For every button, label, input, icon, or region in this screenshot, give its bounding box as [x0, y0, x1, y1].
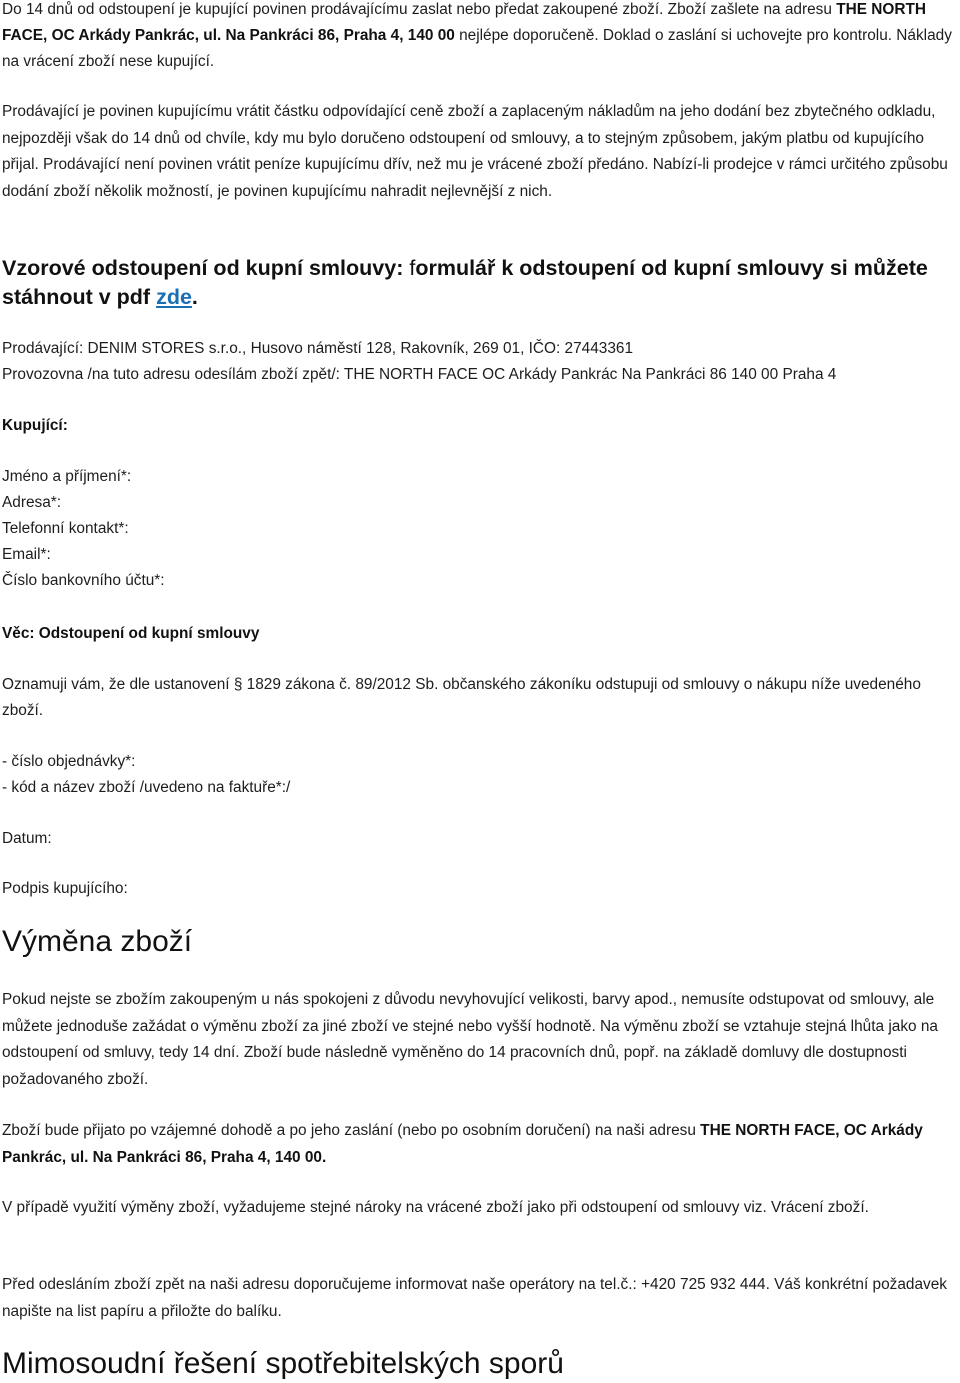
field-label-product-code: - kód a název zboží /uvedeno na faktuře*:/ — [2, 779, 291, 796]
buyer-fields — [2, 464, 958, 594]
disputes-heading: Mimosoudní řešení spotřebitelských sporů — [2, 1347, 564, 1380]
refund-paragraph: Prodávající je povinen kupujícímu vrátit částku odpovídající ceně zboží a zaplaceným nákladům na jeho dodání bez zbytečného odkladu, nejpozději však do 14 dnů od chvíle, kdy mu bylo doručeno odstoupení od smlouvy, a to stejným způsobem, jakým platbu od kupujícího přijal. Prodávající není povinen vrátit peníze kupujícímu dřív, než mu je vrácené zboží předáno. Nabízí-li prodejce v rámci určitého způsobu dodání zboží několik možností, je povinen kupujícímu nahradit nejlevnější z nich. — [2, 103, 948, 200]
exchange-paragraph-4: Před odesláním zboží zpět na naši adresu doporučujeme informovat naše operátory na tel.č.: +420 725 932 444. Váš konkrétní požadavek napište na list papíru a přiložte do balíku. — [2, 1276, 947, 1320]
exchange-paragraph-3: V případě využití výměny zboží, vyžadujeme stejné nároky na vrácené zboží jako při odstoupení od smlouvy viz. Vrácení zboží. — [2, 1199, 869, 1216]
withdrawal-notice: Oznamuji vám, že dle ustanovení § 1829 zákona č. 89/2012 Sb. občanského zákoníku odstupuji od smlouvy o nákupu níže uvedeného zboží. — [2, 676, 921, 719]
signature-label: Podpis kupujícího: — [2, 880, 128, 897]
exchange-paragraph-1: Pokud nejste se zbožím zakoupeným u nás spokojeni z důvodu nevyhovující velikosti, barvy apod., nemusíte odstupovat od smlouvy, ale můžete jednoduše zažádat o výměnu zboží za jiné zboží ve stejné nebo vyšší hodnotě. Na výměnu zboží se vztahuje stejná lhůta jako na odstoupení od smluvy, tedy 14 dní. Zboží bude následně vyměněno do 14 pracovních dnů, popř. na základě domluvy dle dostupnosti požadovaného zboží. — [2, 991, 938, 1088]
withdrawal-form-heading: Vzorové odstoupení od kupní smlouvy: formulář k odstoupení od kupní smlouvy si můžete stáhnout v pdf zde. — [2, 256, 928, 309]
buyer-heading: Kupující: — [2, 417, 68, 434]
seller-line: Prodávající: DENIM STORES s.r.o., Husovo náměstí 128, Rakovník, 269 01, IČO: 27443361 — [2, 340, 634, 357]
intro-text-end: nejlépe doporučeně. Doklad o zaslání si uchovejte pro kontrolu. Náklady na vrácení zboží nese kupující. — [2, 27, 952, 70]
field-label-address: Adresa*: — [2, 494, 62, 511]
exchange-address: THE NORTH FACE, OC Arkády Pankrác, ul. Na Pankráci 86, Praha 4, 140 00. — [2, 1122, 923, 1166]
store-address: THE NORTH FACE, OC Arkády Pankrác, ul. Na Pankráci 86, Praha 4, 140 00 — [2, 1, 926, 44]
intro-text: Do 14 dnů od odstoupení je kupující povinen prodávajícímu zaslat nebo předat zakoupené zboží. Zboží zašlete na adresu — [2, 1, 837, 18]
field-label-order-number: - číslo objednávky*: — [2, 753, 136, 770]
seller-details — [2, 336, 958, 388]
field-label-phone: Telefonní kontakt*: — [2, 520, 129, 537]
exchange-heading: Výměna zboží — [2, 925, 193, 958]
pdf-download-link[interactable]: zde — [156, 285, 192, 309]
field-label-bank-account: Číslo bankovního účtu*: — [2, 572, 165, 589]
order-fields — [2, 749, 958, 801]
date-label: Datum: — [2, 830, 52, 847]
field-label-email: Email*: — [2, 546, 51, 563]
return-shipping-paragraph — [2, 0, 958, 75]
establishment-line: Provozovna /na tuto adresu odesílám zboží zpět/: THE NORTH FACE OC Arkády Pankrác Na Pankráci 86 140 00 Praha 4 — [2, 366, 837, 383]
subject-line: Věc: Odstoupení od kupní smlouvy — [2, 625, 260, 642]
exchange-paragraph-2: Zboží bude přijato po vzájemné dohodě a po jeho zaslání (nebo po osobním doručení) na naši adresu THE NORTH FACE, OC Arkády Pankrác, ul. Na Pankráci 86, Praha 4, 140 00. — [2, 1122, 923, 1166]
field-label-name: Jméno a příjmení*: — [2, 468, 132, 485]
